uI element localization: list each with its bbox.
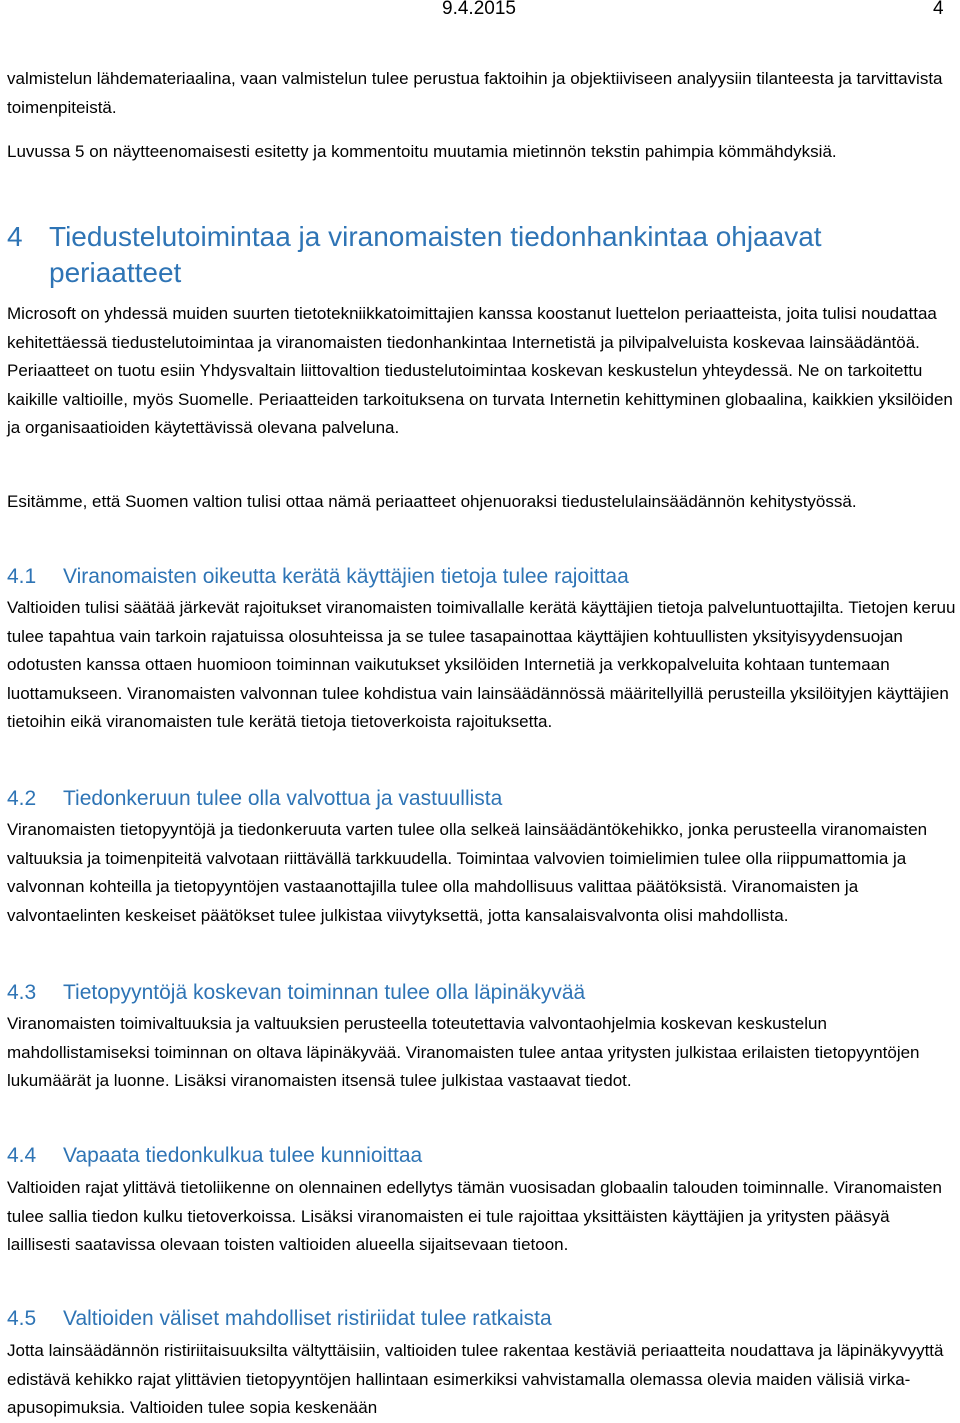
subsection-4-4-title: Vapaata tiedonkulkua tulee kunnioittaa bbox=[63, 1144, 423, 1167]
header-date: 9.4.2015 bbox=[442, 0, 516, 19]
subsection-4-4-number: 4.4 bbox=[7, 1144, 37, 1167]
subsection-4-2-title: Tiedonkeruun tulee olla valvottua ja vastuullista bbox=[63, 787, 503, 810]
subsection-4-5-title: Valtioiden väliset mahdolliset ristiriidat tulee ratkaista bbox=[63, 1307, 552, 1330]
subsection-4-5-heading bbox=[7, 1305, 957, 1333]
header-page-number: 4 bbox=[933, 0, 944, 19]
subsection-4-5-text: Jotta lainsäädännön ristiriitaisuuksilta vältyttäisiin, valtioiden tulee rakentaa kestäviä periaatteita noudattava ja läpinäkyvyyttä edistävä kehikko rajat ylittävien tietopyyntöjen hallintaan esimerkiksi vahvistamalla olemassa olevia maiden välisiä virka-apusopimuksia. Valtioiden tulee sopia keskenään bbox=[7, 1341, 944, 1417]
subsection-4-1-title: Viranomaisten oikeutta kerätä käyttäjien tietoja tulee rajoittaa bbox=[63, 565, 629, 588]
intro-paragraph-2: Luvussa 5 on näytteenomaisesti esitetty ja kommentoitu muutamia mietinnön tekstin pahimpia kömmähdyksiä. bbox=[7, 142, 837, 161]
section-4-paragraph-2: Esitämme, että Suomen valtion tulisi ottaa nämä periaatteet ohjenuoraksi tiedustelulainsäädännön kehitystyössä. bbox=[7, 492, 857, 511]
subsection-4-3-number: 4.3 bbox=[7, 981, 37, 1004]
subsection-4-3-title: Tietopyyntöjä koskevan toiminnan tulee olla läpinäkyvää bbox=[63, 981, 586, 1004]
subsection-4-1-heading bbox=[7, 563, 957, 591]
subsection-4-4-heading bbox=[7, 1142, 957, 1170]
section-4-number: 4 bbox=[7, 221, 23, 252]
section-4-heading bbox=[7, 219, 957, 291]
subsection-4-3-heading bbox=[7, 979, 957, 1007]
subsection-4-5-number: 4.5 bbox=[7, 1307, 37, 1330]
section-4-paragraph-1: Microsoft on yhdessä muiden suurten tietotekniikkatoimittajien kanssa koostanut luettelon periaatteista, joita tulisi noudattaa kehitettäessä tiedustelutoimintaa ja viranomaisten tiedonhankintaa Internetistä ja pilvipalveluista koskevaa lainsäädäntöä. Periaatteet on tuotu esiin Yhdysvaltain liittovaltion tiedustelutoimintaa koskevan keskustelun yhteydessä. Ne on tarkoitettu kaikille valtioille, myös Suomelle. Periaatteiden tarkoituksena on turvata Internetin kehittyminen globaalina, kaikkien yksilöiden ja organisaatioiden käytettävissä olevana palveluna. bbox=[7, 304, 953, 437]
subsection-4-1-text: Valtioiden tulisi säätää järkevät rajoitukset viranomaisten toimivallalle kerätä käyttäjien tietoja palveluntuottajilta. Tietojen keruu tulee tapahtua vain tarkoin rajatuissa olosuhteissa ja se tulee tasapainottaa käyttäjien kohtuullisten yksityisyydensuojan odotusten kanssa ottaen huomioon toiminnan vaikutukset yksilöiden Internetiä ja verkkopalveluita kohtaan tuntemaan luottamukseen. Viranomaisten valvonnan tulee kohdistua vain lainsäädännössä määritellyillä perusteilla yksilöityjen käyttäjien tietoihin eikä viranomaisten tule kerätä tietoja tietoverkoista rajoituksetta. bbox=[7, 598, 956, 731]
subsection-4-3-text: Viranomaisten toimivaltuuksia ja valtuuksien perusteella toteutettavia valvontaohjelmia koskevan keskustelun mahdollistamiseksi toiminnan on oltava läpinäkyvää. Viranomaisten tulee antaa yritysten julkistaa erilaisten tietopyyntöjen lukumäärät ja luonne. Lisäksi viranomaisten itsensä tulee julkistaa vastaavat tiedot. bbox=[7, 1014, 920, 1090]
subsection-4-2-number: 4.2 bbox=[7, 787, 37, 810]
section-4-title-line1: Tiedustelutoimintaa ja viranomaisten tiedonhankintaa ohjaavat bbox=[49, 221, 822, 252]
subsection-4-1-number: 4.1 bbox=[7, 565, 37, 588]
section-4-title-line2: periaatteet bbox=[49, 257, 182, 288]
subsection-4-4-text: Valtioiden rajat ylittävä tietoliikenne on olennainen edellytys tämän vuosisadan globaalin talouden toiminnalle. Viranomaisten tulee sallia tiedon kulku tietoverkoissa. Lisäksi viranomaisten ei tule rajoittaa yksittäisten käyttäjien ja yritysten pääsyä laillisesti saatavissa olevaan toisten valtioiden alueella sijaitsevaan tietoon. bbox=[7, 1178, 942, 1254]
subsection-4-2-text: Viranomaisten tietopyyntöjä ja tiedonkeruuta varten tulee olla selkeä lainsäädäntökehikko, jonka perusteella viranomaisten valtuuksia ja toimenpiteitä valvotaan riittävällä tarkkuudella. Toimintaa valvovien toimielimien tulee olla riippumattomia ja valvonnan kohteilla ja tietopyyntöjen vastaanottajilla tulee olla mahdollisuus valittaa päätöksistä. Viranomaisten ja valvontaelinten keskeiset päätökset tulee julkistaa viivytyksettä, jotta kansalaisvalvonta olisi mahdollista. bbox=[7, 820, 928, 925]
subsection-4-2-heading bbox=[7, 785, 957, 813]
intro-paragraph-1: valmistelun lähdemateriaalina, vaan valmistelun tulee perustua faktoihin ja objektiiviseen analyysiin tilanteesta ja tarvittavista toimenpiteistä. bbox=[7, 69, 943, 117]
